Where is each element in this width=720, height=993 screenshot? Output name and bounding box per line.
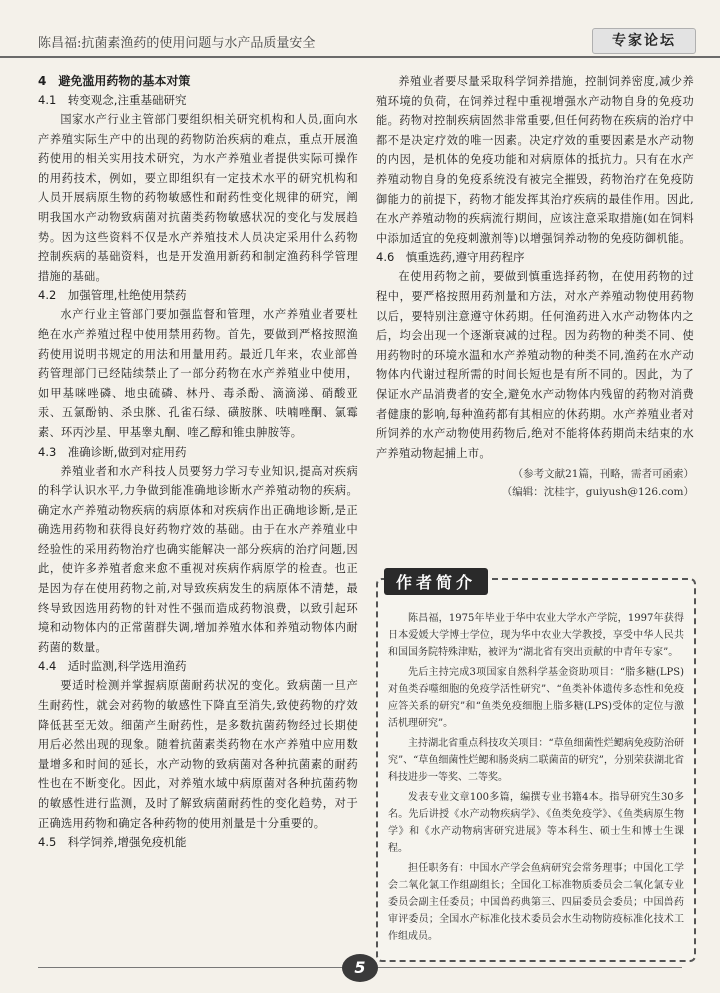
section-heading-4: 4 避免滥用药物的基本对策 [38, 74, 191, 88]
bio-paragraph: 先后主持完成3项国家自然科学基金资助项目：“脂多糖(LPS)对鱼类吞噬细胞的免疫学活性研究”、“鱼类补体遗传多态性和免疫应答关系的研究”和“鱼类免疫细胞上脂多糖(LPS)受体的定位与激活机理研究”。 [388, 667, 684, 729]
paragraph-4-1: 国家水产行业主管部门要组织相关研究机构和人员,面向水产养殖实际生产中的出现的药物防治疾病的难点，重点开展渔药使用的相关实用技术研究，为水产养殖业者提供实际可操作的用药技术，例如，要立即组织有一定技术水平的研究机构和人员开展病原生物的药物敏感性和耐药性变化规律的研究，阐明我国水产动物致病菌对抗菌类药物敏感状况的变化与发展趋势。因为这些资料不仅是水产养殖技术人员决定采用什么药物控制疾病的基础资料，也是开发渔用新药和制定渔药科学管理措施的基础。 [38, 113, 358, 283]
bio-paragraph: 担任职务有：中国水产学会鱼病研究会常务理事；中国化工学会二氧化氯工作组副组长；全国化工标准物质委员会二氧化氯专业委员会副主任委员；中国兽药典第三、四届委员会委员；中国兽药审评委员；全国水产标准化技术委员会水生动物防疫标准化技术工作组成员。 [388, 863, 684, 942]
bio-paragraph: 发表专业文章100多篇，编撰专业书籍4本。指导研究生30多名。先后讲授《水产动物疾病学》、《鱼类免疫学》、《鱼类病原生物学》和《水产动物病害研究进展》等本科生、硕士生和博士生课程。 [388, 792, 684, 854]
subsection-heading-4-1: 4.1 转变观念,注重基础研究 [38, 93, 187, 107]
paragraph-4-6: 在使用药物之前，要做到慎重选择药物，在使用药物的过程中，要严格按照用药剂量和方法，对水产养殖动物使用药物以后，要特别注意遵守休药期。任何渔药进入水产动物体内之后，均会出现一个逐渐衰减的过程。因为药物的种类不同、使用药物时的环境水温和水产养殖动物的种类不同,渔药在水产动物体内代谢过程所需的时间长短也是有所不同的。因此，为了保证水产品消费者的安全,避免水产动物体内残留的药物对消费者健康的影响,每种渔药都有其相应的休药期。水产养殖业者对所饲养的水产动物使用药物后,绝对不能将体药期尚未结束的水产养殖动物起捕上市。 [376, 270, 694, 460]
subsection-heading-4-2: 4.2 加强管理,杜绝使用禁药 [38, 288, 187, 303]
bio-paragraph: 主持湖北省重点科技攻关项目：“草鱼细菌性烂鳃病免疫防治研究”、“草鱼细菌性烂鳃和肠炎病二联菌苗的研究”，分别荣获湖北省科技进步一等奖、二等奖。 [388, 738, 684, 783]
subsection-heading-4-3: 4.3 准确诊断,做到对症用药 [38, 444, 187, 459]
bio-paragraph: 陈昌福，1975年毕业于华中农业大学水产学院，1997年获得日本爱媛大学博士学位，现为华中农业大学教授，享受中华人民共和国国务院特殊津贴，被评为“湖北省有突出贡献的中青年专家”。 [388, 613, 684, 658]
author-bio-title: 作者简介 [384, 568, 488, 595]
left-column [38, 72, 358, 852]
right-column [376, 72, 694, 501]
page-number: 5 [342, 954, 378, 982]
paragraph-4-4: 要适时检测并掌握病原菌耐药状况的变化。致病菌一旦产生耐药性，就会对药物的敏感性下降直至消失,致使药物的疗效降低甚至无效。细菌产生耐药性，是多数抗菌药物经过长期使用后必然出现的现象。随着抗菌素类药物在水产养殖中应用数量增多和时间的延长，水产动物的致病菌对各种抗菌素的耐药性也在不断变化。因此，对养殖水域中病原菌对各种抗菌药物的敏感性进行监测，及时了解致病菌耐药性的变化趋势，对于正确选用药物和确定各种药物的使用剂量是十分重要的。 [38, 679, 358, 830]
paragraph-4-3: 养殖业者和水产科技人员要努力学习专业知识,提高对疾病的科学认识水平,力争做到能准确地诊断水产养殖动物的疾病。确定水产养殖动物疾病的病原体和对疾病作出正确地诊断,是正确选用药物和获得良好药物疗效的基础。由于在水产养殖业中经验性的采用药物治疗也确实能解决一部分疾病的治疗问题,因此，使许多养殖者愈来愈不重视对疾病作病原学的检查。也正是因为存在使用药物之前,对导致疾病发生的病原体不清楚，最终导致因选用药物的针对性不强而造成药物浪费，以致引起环境和动物体内的正常菌群失调,增加养殖水体和养殖动物体内耐药菌的数量。 [38, 464, 358, 654]
page-header [0, 26, 720, 58]
subsection-heading-4-4: 4.4 适时监测,科学选用渔药 [38, 659, 187, 674]
paragraph-4-5: 养殖业者要尽量采取科学饲养措施，控制饲养密度,减少养殖环境的负荷，在饲养过程中重视增强水产动物自身的免疫功能。药物对控制疾病固然非常重要,但任何药物在疾病的治疗中都不是决定疗效的唯一因素。决定疗效的重要因素是水产动物的内因，是机体的免疫功能和对病原体的抵抗力。只有在水产养殖动物自身的免疫系统没有被完全摧毁，药物治疗在免疫防御能力的前提下，药物才能发挥其治疗疾病的最佳作用。因此,在水产养殖动物的疾病流行期间，应该注意采取措施(如在饲料中添加适宜的免疫刺激剂等)以增强饲养动物的免疫防御机能。 [376, 75, 694, 245]
subsection-heading-4-5: 4.5 科学饲养,增强免疫机能 [38, 835, 187, 850]
subsection-heading-4-6: 4.6 慎重选药,遵守用药程序 [376, 250, 525, 265]
paragraph-4-2: 水产行业主管部门要加强监督和管理，水产养殖业者要杜绝在水产养殖过程中使用禁用药物。首先，要做到严格按照渔药使用说明书规定的用法和用量用药。最近几年来，农业部兽药管理部门已经陆续禁止了一部分药物在水产养殖业中使用，如甲基咪唑磷、地虫硫磷、林丹、毒杀酚、滴滴涕、硝酸亚汞、五氯酚钠、杀虫脒、孔雀石绿、磺胺脒、呋喃唑酮、氯霉素、环丙沙星、甲基睾丸酮、喹乙醇和锥虫胂胺等。 [38, 308, 358, 439]
editor-note: （编辑：沈桂宇，guiyush@126.com） [501, 486, 694, 499]
running-title: 陈昌福:抗菌素渔药的使用问题与水产品质量安全 [38, 36, 316, 51]
reference-note: （参考文献21篇，刊略，需者可函索） [512, 468, 694, 481]
section-badge: 专家论坛 [592, 28, 696, 54]
author-bio-box [376, 573, 696, 962]
